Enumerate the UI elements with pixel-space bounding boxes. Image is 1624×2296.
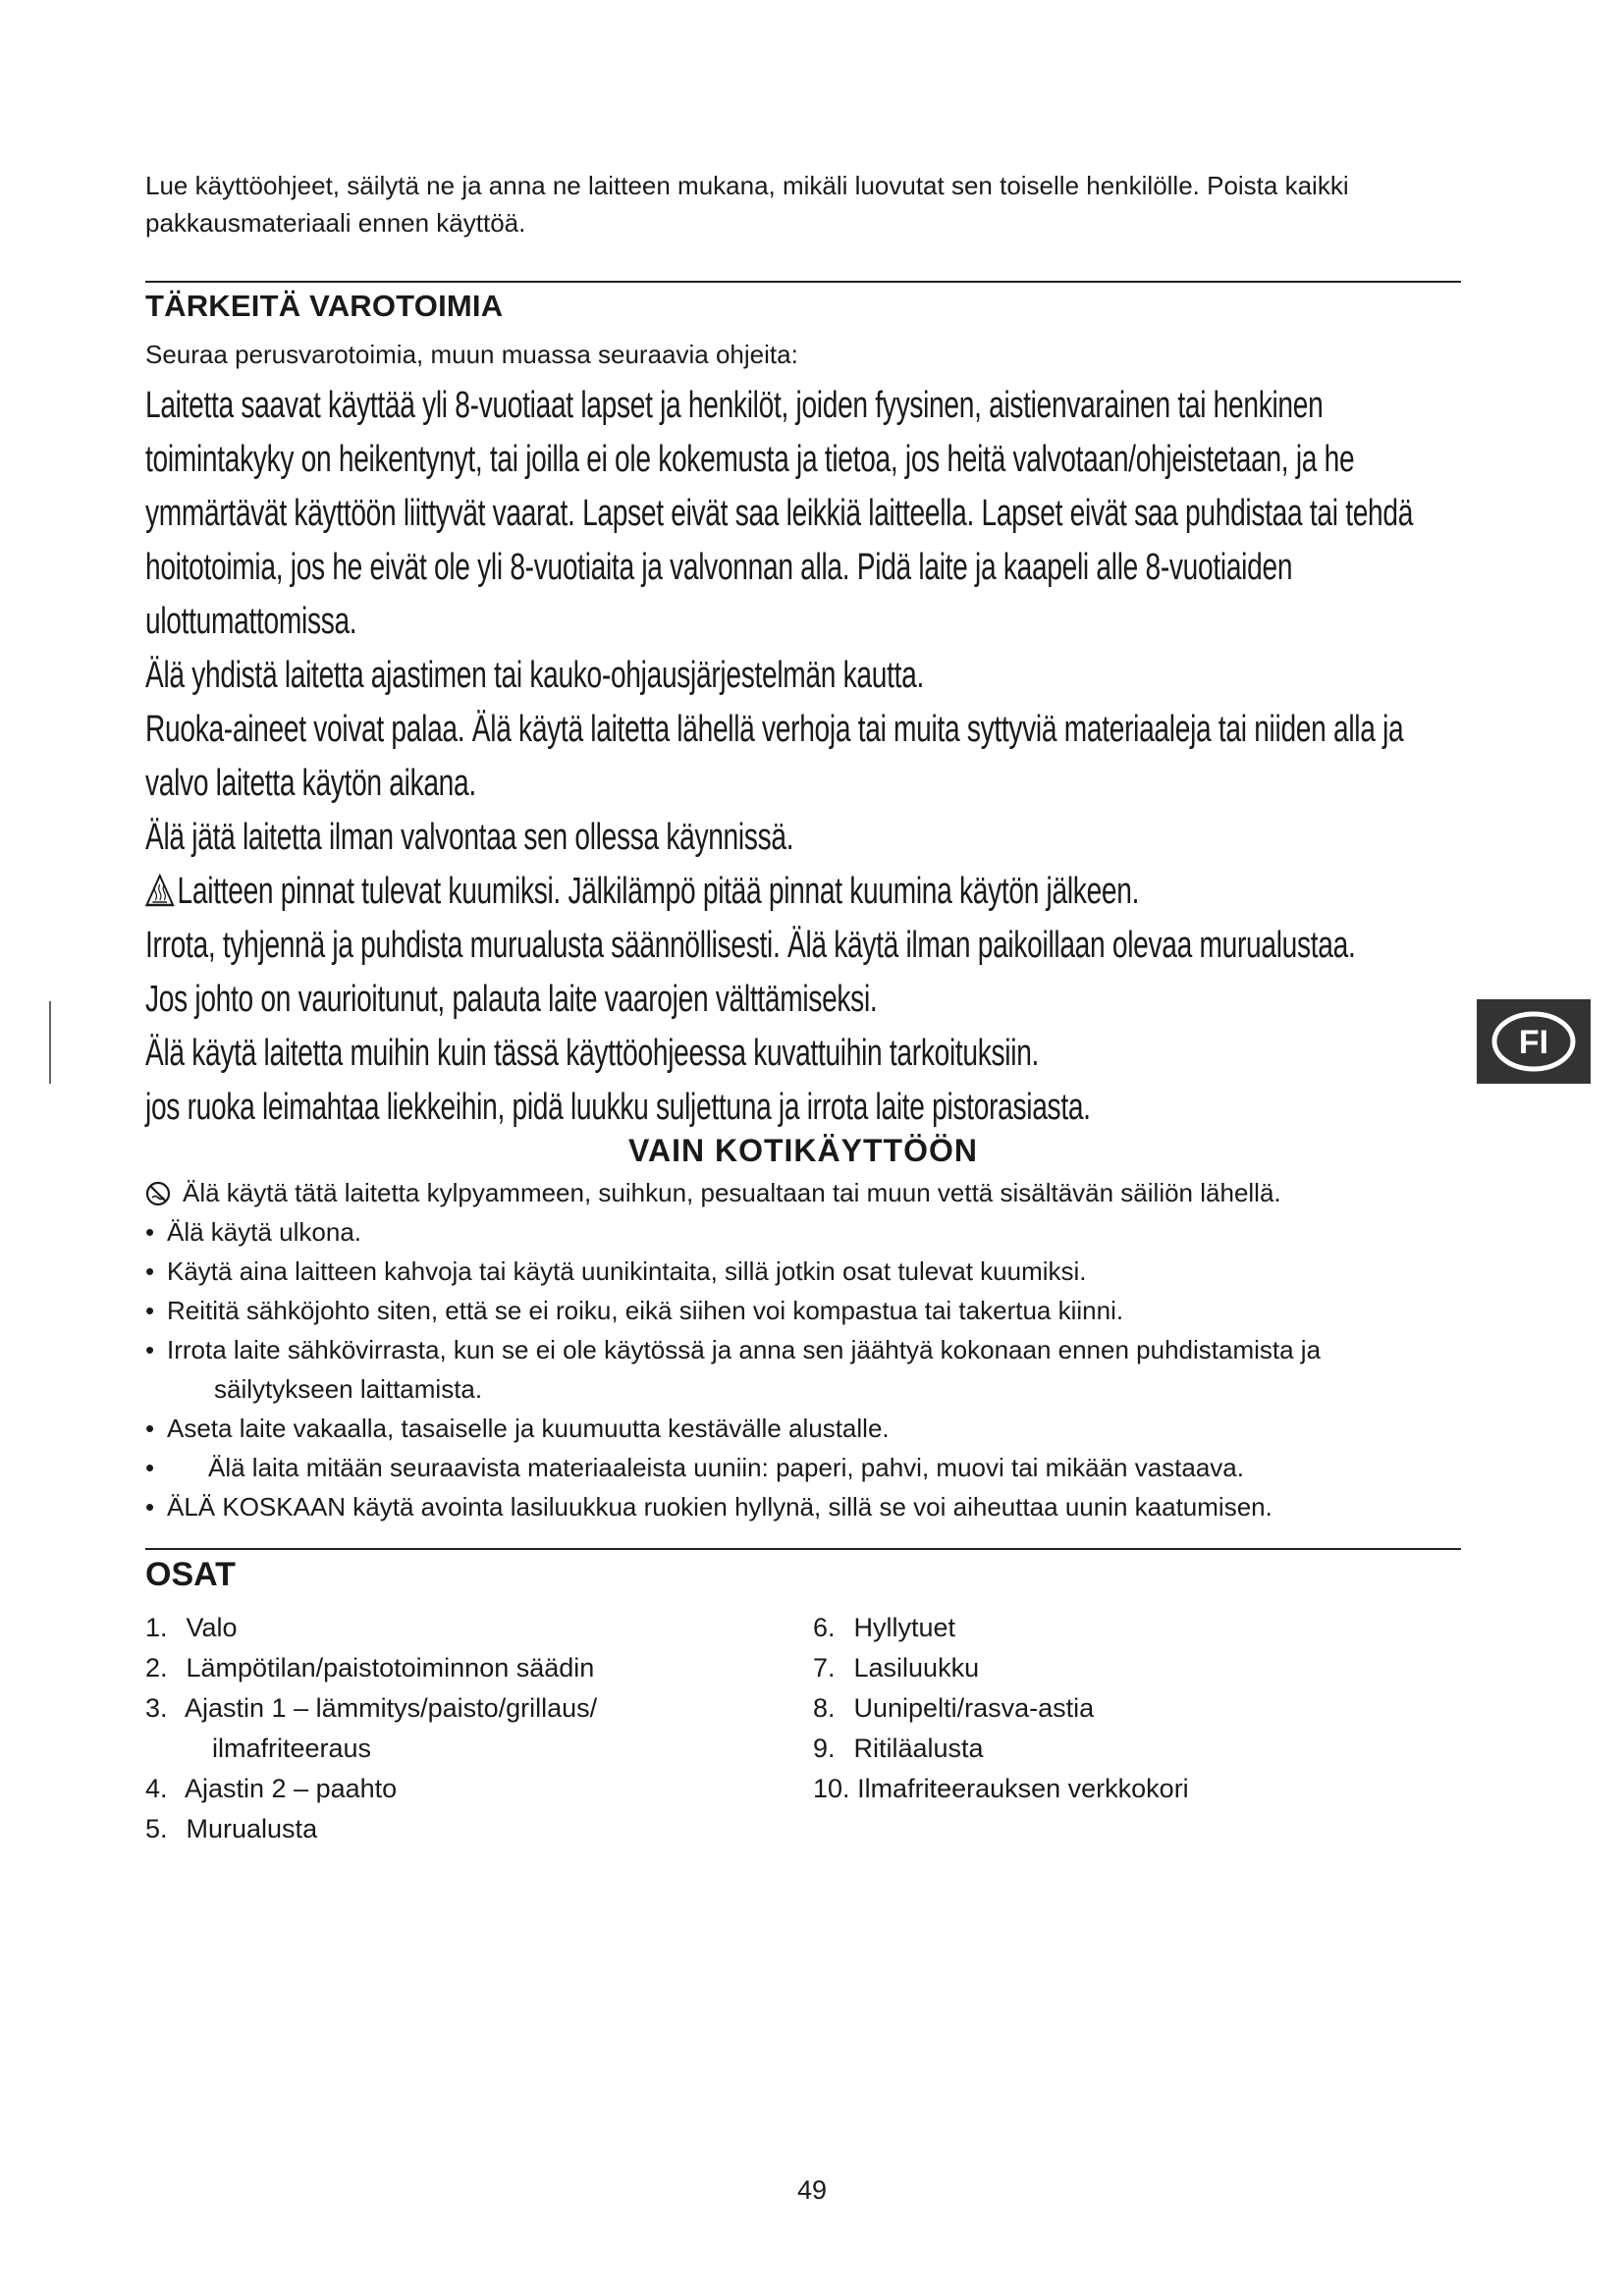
warning-unattended: Älä jätä laitetta ilman valvontaa sen ollessa käynnissä. [145, 817, 794, 858]
warning-hot-surface-text: Laitteen pinnat tulevat kuumiksi. Jälkilämpö pitää pinnat kuumina käytön jälkeen. [177, 871, 1140, 912]
safety-lead: Seuraa perusvarotoimia, muun muassa seuraavia ohjeita: [145, 340, 798, 369]
part-item: 2. Lämpötilan/paistotoiminnon säädin [145, 1653, 595, 1682]
page-number: 49 [796, 2175, 828, 2205]
list-item: • Irrota laite sähkövirrasta, kun se ei ole käytössä ja anna sen jäähtyä kokonaan ennen puhdistamista ja säilytykseen laittamista. [145, 1335, 1322, 1404]
intro-text: Lue käyttöohjeet, säilytä ne ja anna ne laitteen mukana, mikäli luovutat sen toiselle henkilölle. Poista kaikki pakkausmateriaali ennen käyttöä. [145, 171, 1349, 238]
list-item: • Aseta laite vakaalla, tasaiselle ja kuumuutta kestävälle alustalle. [145, 1414, 890, 1443]
list-item: • Älä laita mitään seuraavista materiaaleista uuniin: paperi, pahvi, muovi tai mikään vastaava. [145, 1453, 1244, 1482]
warning-hot-surface [145, 865, 1460, 919]
no-water-icon [145, 1181, 171, 1206]
part-item: 10. Ilmafriteerauksen verkkokori [813, 1774, 1189, 1803]
warning-intended-use: Älä käytä laitetta muihin kuin tässä käyttöohjeessa kuvattuihin tarkoituksiin. [145, 1033, 1040, 1074]
part-item: 6. Hyllytuet [813, 1613, 956, 1642]
part-item: 8. Uunipelti/rasva-astia [813, 1693, 1095, 1723]
language-tab-label: FI [1518, 1024, 1549, 1061]
margin-line [49, 1001, 51, 1084]
warning-cord: Jos johto on vaurioitunut, palauta laite vaarojen välttämiseksi. [145, 979, 878, 1020]
parts-heading: OSAT [145, 1556, 236, 1593]
warning-fire: jos ruoka leimahtaa liekkeihin, pidä luukku suljettuna ja irrota laite pistorasiasta. [145, 1087, 1091, 1128]
safety-heading: TÄRKEITÄ VAROTOIMIA [145, 289, 504, 323]
warning-burn: Ruoka-aineet voivat palaa. Älä käytä laitetta lähellä verhoja tai muita syttyviä materiaaleja tai niiden alla ja valvo laitetta käytön aikana. [145, 709, 1404, 804]
warning-crumb-tray: Irrota, tyhjennä ja puhdista murualusta säännöllisesti. Älä käytä ilman paikoillaan olevaa murualustaa. [145, 925, 1356, 966]
page-content [145, 167, 1461, 1849]
part-item: 7. Lasiluukku [813, 1653, 980, 1682]
list-item: Älä käytä tätä laitetta kylpyammeen, suihkun, pesualtaan tai muun vettä sisältävän säiliön lähellä. [145, 1173, 1461, 1212]
warning-children: Laitetta saavat käyttää yli 8-vuotiaat lapset ja henkilöt, joiden fyysinen, aistienvarainen tai henkinen toimintakyky on heikentynyt, tai joilla ei ole kokemusta ja tietoa, jos heitä valvotaan/ohjeistetaan, ja he ymmärtävät käyttöön liittyvät vaarat. Lapset eivät saa leikkiä laitteella. Lapset eivät saa puhdistaa tai tehdä hoitotoimia, jos he eivät ole yli 8-vuotiaita ja valvonnan alla. Pidä laite ja kaapeli alle 8-vuotiaiden ulottumattomissa. [145, 385, 1414, 642]
warning-timer: Älä yhdistä laitetta ajastimen tai kauko-ohjausjärjestelmän kautta. [145, 655, 924, 696]
household-only-heading: VAIN KOTIKÄYTTÖÖN [628, 1133, 978, 1168]
parts-column-left [145, 1608, 813, 1849]
list-item: • ÄLÄ KOSKAAN käytä avointa lasiluukkua ruokien hyllynä, sillä se voi aiheuttaa uunin kaatumisen. [145, 1492, 1272, 1522]
list-item: • Käytä aina laitteen kahvoja tai käytä uunikintaita, sillä jotkin osat tulevat kuumiksi. [145, 1256, 1087, 1286]
language-badge-icon [1477, 999, 1591, 1084]
part-item: 3. Ajastin 1 – lämmitys/paisto/grillaus/ ilmafriteeraus [145, 1693, 598, 1763]
part-item: 1. Valo [145, 1613, 238, 1642]
parts-list [145, 1608, 1461, 1849]
part-item: 4. Ajastin 2 – paahto [145, 1774, 398, 1803]
part-item: 5. Murualusta [145, 1814, 318, 1843]
section-divider [145, 281, 1461, 283]
list-item: • Älä käytä ulkona. [145, 1217, 362, 1247]
hot-surface-warning-icon [145, 874, 175, 907]
list-item: • Reititä sähköjohto siten, että se ei roiku, eikä siihen voi kompastua tai takertua kiinni. [145, 1296, 1124, 1325]
warnings-block [145, 379, 1461, 1135]
language-tab [1477, 999, 1591, 1084]
safety-bullets [145, 1173, 1461, 1526]
section-divider [145, 1548, 1461, 1550]
part-item: 9. Ritiläalusta [813, 1734, 984, 1763]
parts-column-right [813, 1608, 1189, 1849]
